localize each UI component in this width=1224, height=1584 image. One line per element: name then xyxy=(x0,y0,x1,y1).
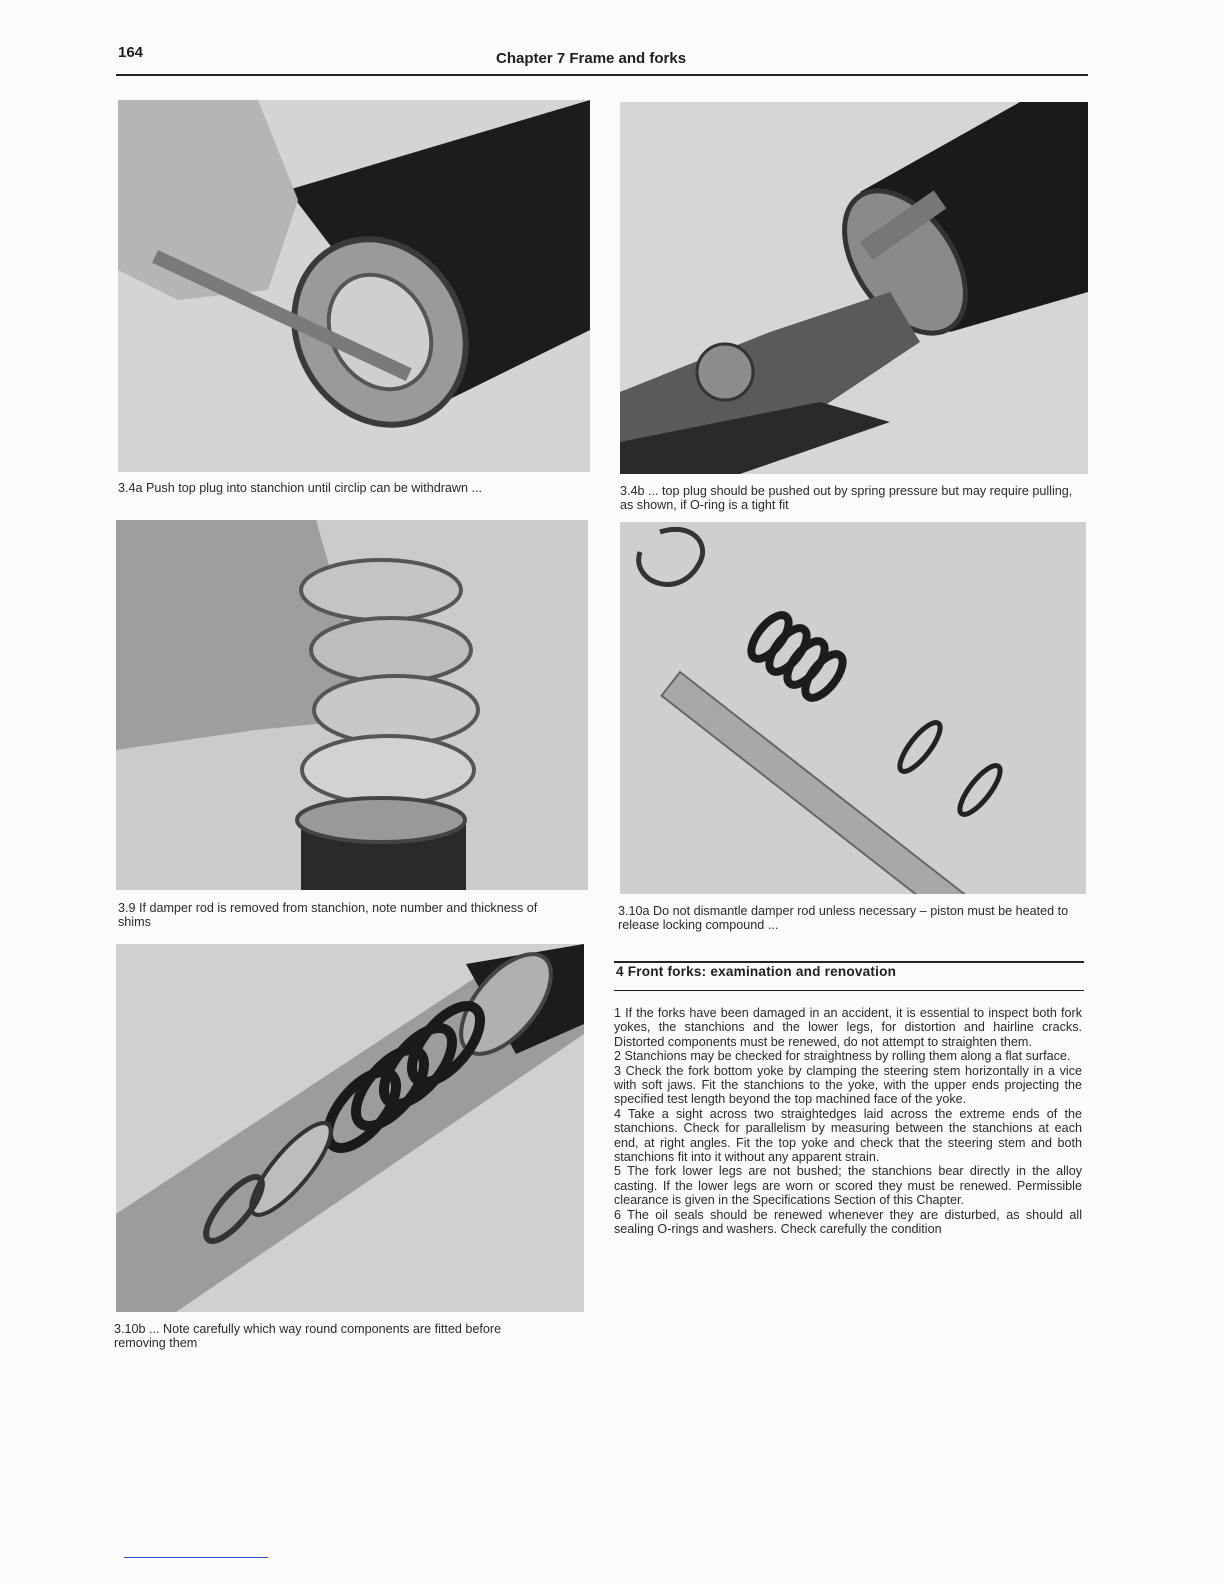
section-rule-top xyxy=(614,961,1084,963)
page-number: 164 xyxy=(118,44,144,61)
header-rule xyxy=(116,74,1088,76)
paragraph-4: 4 Take a sight across two straightedges laid across the extreme ends of the stanchions. Check for parallelism by measuring between the stanchions at each end, at right angles. Fit the top yoke and check that the steering stem and both stanchions fit into it without any apparent strain. xyxy=(614,1106,1082,1165)
paragraph-3: 3 Check the fork bottom yoke by clamping the steering stem horizontally in a vice with soft jaws. Fit the stanchions to the yoke, with the upper ends projecting the specified test length beyond the top machined face of the yoke. xyxy=(614,1063,1082,1107)
paragraph-2: 2 Stanchions may be checked for straightness by rolling them along a flat surface. xyxy=(614,1049,1071,1064)
paragraph-6: 6 The oil seals should be renewed whenever they are disturbed, as should all sealing O-rings and washers. Check carefully the condition xyxy=(614,1207,1082,1237)
caption-3-10a: 3.10a Do not dismantle damper rod unless necessary – piston must be heated to release locking compound ... xyxy=(618,904,1069,932)
photo-3-10b xyxy=(116,944,584,1312)
bottom-rule xyxy=(124,1557,268,1558)
caption-3-10b: 3.10b ... Note carefully which way round components are fitted before removing them xyxy=(114,1322,502,1350)
photo-3-4a xyxy=(118,100,590,472)
photo-3-4b xyxy=(620,102,1088,474)
chapter-title: Chapter 7 Frame and forks xyxy=(496,50,687,67)
photo-3-9 xyxy=(116,520,588,890)
paragraph-5: 5 The fork lower legs are not bushed; the stanchions bear directly in the alloy casting. If the lower legs are worn or scored they must be renewed. Permissible clearance is given in the Specifications Section of this Chapter. xyxy=(614,1164,1082,1208)
caption-3-9: 3.9 If damper rod is removed from stanchion, note number and thickness of shims xyxy=(118,901,538,929)
photo-3-10a xyxy=(620,522,1086,894)
section-title: 4 Front forks: examination and renovation xyxy=(616,964,897,979)
paragraph-1: 1 If the forks have been damaged in an accident, it is essential to inspect both fork yokes, the stanchions and the lower legs, for distortion and hairline cracks. Distorted components must be renewed, do not attempt to straighten them. xyxy=(614,1006,1082,1049)
section-body xyxy=(614,1006,1082,1237)
section-rule-bottom xyxy=(614,990,1084,991)
caption-3-4a: 3.4a Push top plug into stanchion until circlip can be withdrawn ... xyxy=(118,481,483,495)
caption-3-4b: 3.4b ... top plug should be pushed out by spring pressure but may require pulling, as shown, if O-ring is a tight fit xyxy=(620,484,1073,512)
